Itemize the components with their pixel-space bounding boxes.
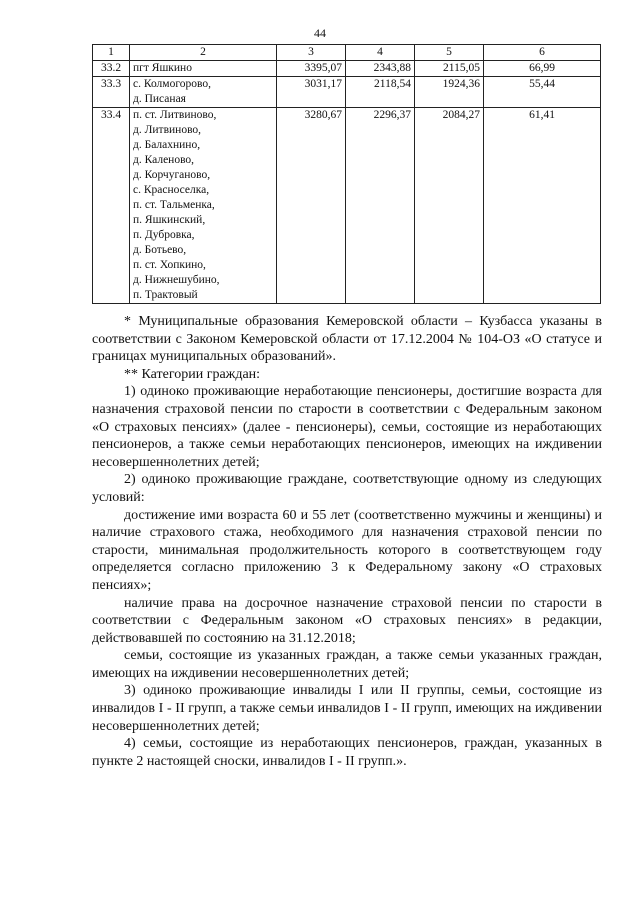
row-number: 33.2 — [93, 61, 130, 77]
footnotes-block — [92, 313, 602, 770]
table-header-row — [93, 45, 601, 61]
header-col-6: 6 — [484, 45, 601, 61]
category-item-2-families: семьи, состоящие из указанных граждан, а также семьи указанных граждан, имеющих на иждивении несовершеннолетних детей; — [92, 648, 602, 681]
page-number: 44 — [314, 26, 326, 40]
value-col-6: 66,99 — [484, 61, 601, 77]
settlement-name: д. Нижнешубино, — [133, 274, 220, 286]
settlement-name: п. ст. Хопкино, — [133, 259, 206, 271]
value-col-6: 61,41 — [484, 108, 601, 304]
settlements-cell — [130, 77, 277, 108]
value-col-3: 3280,67 — [277, 108, 346, 304]
row-number: 33.4 — [93, 108, 130, 304]
table-row — [93, 108, 601, 304]
settlement-name: п. Яшкинский, — [133, 214, 206, 226]
settlements-cell — [130, 61, 277, 77]
settlements-cell — [130, 108, 277, 304]
value-col-4: 2343,88 — [346, 61, 415, 77]
settlement-name: п. Трактовый — [133, 289, 198, 301]
table-row — [93, 77, 601, 108]
header-col-4: 4 — [346, 45, 415, 61]
settlement-name: д. Корчуганово, — [133, 169, 211, 181]
header-col-5: 5 — [415, 45, 484, 61]
footnote-categories-heading: ** Категории граждан: — [124, 366, 261, 382]
value-col-4: 2296,37 — [346, 108, 415, 304]
category-item-2-condition-age: достижение ими возраста 60 и 55 лет (соответственно мужчины и женщины) и наличие страхового стажа, необходимого для назначения страховой пенсии по старости, минимальная продолжительность которого в соответствующем году определяется согласно приложению 3 к Федеральному закону «О страховых пенсиях»; — [92, 507, 602, 593]
settlement-name: д. Каленово, — [133, 154, 195, 166]
settlement-name: д. Ботьево, — [133, 244, 187, 256]
value-col-5: 2084,27 — [415, 108, 484, 304]
header-col-3: 3 — [277, 45, 346, 61]
value-col-3: 3395,07 — [277, 61, 346, 77]
settlement-name: д. Писаная — [133, 93, 186, 105]
settlement-name: п. Дубровка, — [133, 229, 195, 241]
settlement-name: с. Красноселка, — [133, 184, 210, 196]
category-item-3: 3) одиноко проживающие инвалиды I или II группы, семьи, состоящие из инвалидов I - II групп, а также семьи инвалидов I - II групп, имеющих на иждивении несовершеннолетних детей; — [92, 683, 602, 734]
value-col-5: 2115,05 — [415, 61, 484, 77]
value-col-5: 1924,36 — [415, 77, 484, 108]
value-col-6: 55,44 — [484, 77, 601, 108]
tariff-table — [92, 44, 601, 304]
settlement-name: д. Балахнино, — [133, 139, 201, 151]
table-row — [93, 61, 601, 77]
category-item-4: 4) семьи, состоящие из неработающих пенсионеров, граждан, указанных в пункте 2 настоящей сноски, инвалидов I - II групп.». — [92, 736, 602, 769]
category-item-1: 1) одиноко проживающие неработающие пенсионеры, достигшие возраста для назначения страховой пенсии по старости в соответствии с Федеральным законом «О страховых пенсиях» (далее - пенсионеры), семьи, состоящие из неработающих пенсионеров, а также семьи неработающих пенсионеров, имеющих на иждивении несовершеннолетних детей; — [92, 384, 602, 470]
value-col-3: 3031,17 — [277, 77, 346, 108]
category-item-2-condition-early: наличие права на досрочное назначение страховой пенсии по старости в соответствии с Федеральным законом «О страховых пенсиях» в редакции, действовавшей по состоянию на 31.12.2018; — [92, 595, 602, 646]
settlement-name: пгт Яшкино — [133, 62, 192, 74]
category-item-2: 2) одиноко проживающие граждане, соответствующие одному из следующих условий: — [92, 472, 602, 505]
settlement-name: д. Литвиново, — [133, 124, 202, 136]
footnote-municipal: * Муниципальные образования Кемеровской области – Кузбасса указаны в соответствии с Законом Кемеровской области от 17.12.2004 № 104-ОЗ «О статусе и границах муниципальных образований». — [92, 314, 602, 365]
settlement-name: п. ст. Тальменка, — [133, 199, 215, 211]
settlement-name: п. ст. Литвиново, — [133, 109, 217, 121]
row-number: 33.3 — [93, 77, 130, 108]
header-col-1: 1 — [93, 45, 130, 61]
settlement-name: с. Колмогорово, — [133, 78, 211, 90]
value-col-4: 2118,54 — [346, 77, 415, 108]
header-col-2: 2 — [130, 45, 277, 61]
